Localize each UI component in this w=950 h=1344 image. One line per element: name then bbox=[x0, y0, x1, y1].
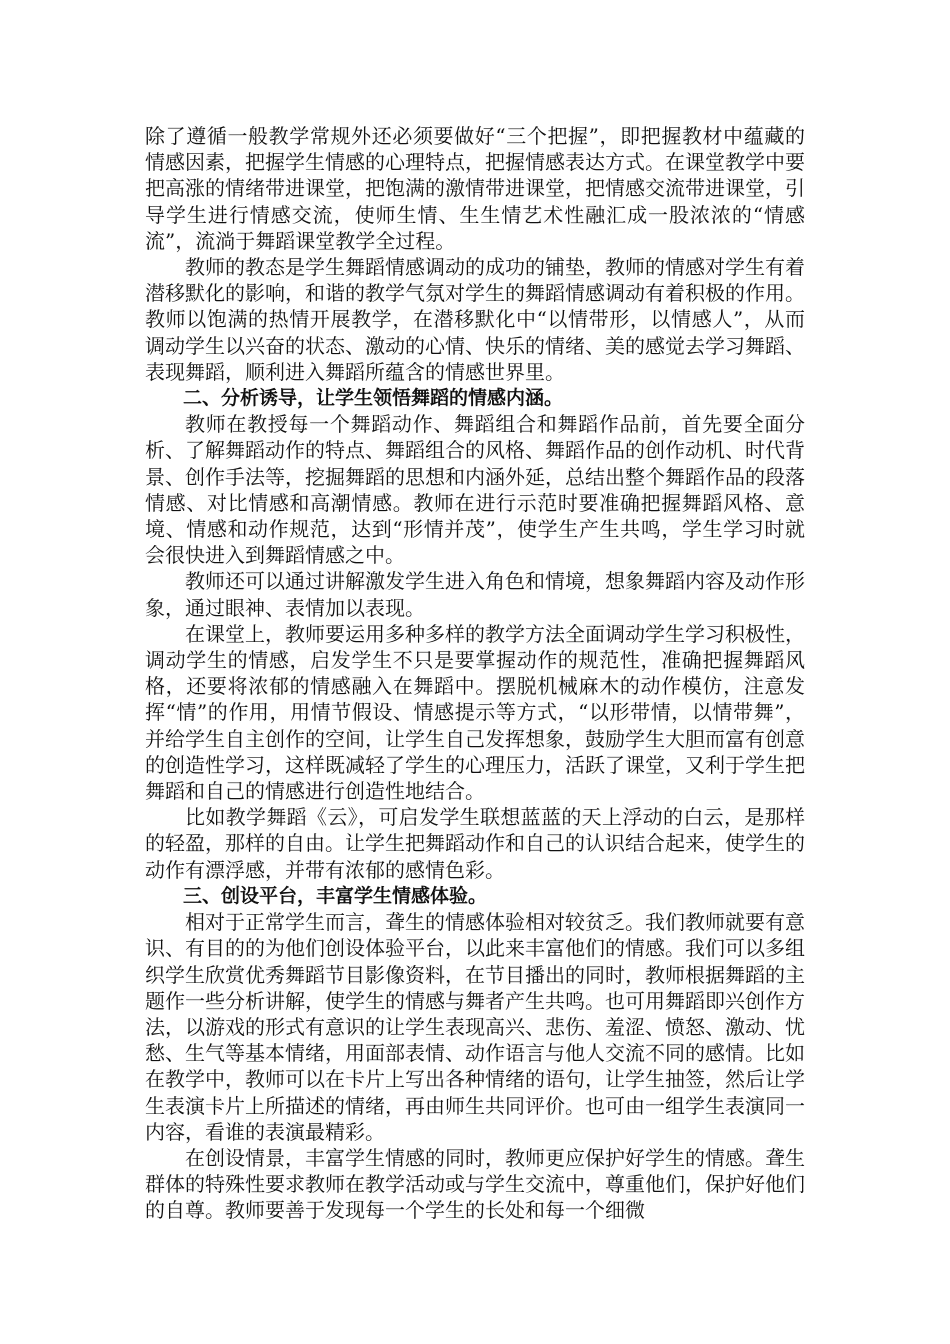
paragraph-6: 比如教学舞蹈《云》，可启发学生联想蓝蓝的天上浮动的白云，是那样的轻盈，那样的自由。让学生把舞蹈动作和自己的认识结合起来，使学生的动作有漂浮感，并带有浓郁的感情色彩。 bbox=[145, 805, 805, 882]
paragraph-1: 除了遵循一般教学常规外还必须要做好“三个把握”，即把握教材中蕴藏的情感因素，把握学生情感的心理特点，把握情感表达方式。在课堂教学中要把高涨的情绪带进课堂，把饱满的激情带进课堂，把情感交流带进课堂，引导学生进行情感交流，使师生情、生生情艺术性融汇成一股浓浓的“情感流”，流淌于舞蹈课堂教学全过程。 bbox=[145, 124, 805, 253]
paragraph-3: 教师在教授每一个舞蹈动作、舞蹈组合和舞蹈作品前，首先要全面分析、了解舞蹈动作的特点、舞蹈组合的风格、舞蹈作品的创作动机、时代背景、创作手法等，挖掘舞蹈的思想和内涵外延，总结出整个舞蹈作品的段落情感、对比情感和高潮情感。教师在进行示范时要准确把握舞蹈风格、意境、情感和动作规范，达到“形情并茂”，使学生产生共鸣，学生学习时就会很快进入到舞蹈情感之中。 bbox=[145, 412, 805, 568]
paragraph-7: 相对于正常学生而言，聋生的情感体验相对较贫乏。我们教师就要有意识、有目的的为他们创设体验平台，以此来丰富他们的情感。我们可以多组织学生欣赏优秀舞蹈节目影像资料，在节目播出的同时，教师根据舞蹈的主题作一些分析讲解，使学生的情感与舞者产生共鸣。也可用舞蹈即兴创作方法，以游戏的形式有意识的让学生表现高兴、悲伤、羞涩、愤怒、激动、忧愁、生气等基本情绪，用面部表情、动作语言与他人交流不同的感情。比如在教学中，教师可以在卡片上写出各种情绪的语句，让学生抽签，然后让学生表演卡片上所描述的情绪，再由师生共同评价。也可由一组学生表演同一内容，看谁的表演最精彩。 bbox=[145, 910, 805, 1144]
section-heading-3: 三、创设平台，丰富学生情感体验。 bbox=[183, 884, 488, 907]
paragraph-8: 在创设情景，丰富学生情感的同时，教师更应保护好学生的情感。聋生群体的特殊性要求教师在教学活动或与学生交流中，尊重他们，保护好他们的自尊。教师要善于发现每一个学生的长处和每一个细微 bbox=[145, 1145, 805, 1223]
document-page bbox=[145, 123, 805, 1224]
paragraph-5: 在课堂上，教师要运用多种多样的教学方法全面调动学生学习积极性，调动学生的情感，启发学生不只是要掌握动作的规范性，准确把握舞蹈风格，还要将浓郁的情感融入在舞蹈中。摆脱机械麻木的动作模仿，注意发挥“情”的作用，用情节假设、情感提示等方式，“以形带情，以情带舞”，并给学生自主创作的空间，让学生自己发挥想象，鼓励学生大胆而富有创意的创造性学习，这样既减轻了学生的心理压力，活跃了课堂，又利于学生把舞蹈和自己的情感进行创造性地结合。 bbox=[145, 621, 805, 804]
paragraph-4: 教师还可以通过讲解激发学生进入角色和情境，想象舞蹈内容及动作形象，通过眼神、表情加以表现。 bbox=[145, 569, 805, 620]
paragraph-2: 教师的教态是学生舞蹈情感调动的成功的铺垫，教师的情感对学生有着潜移默化的影响，和谐的教学气氛对学生的舞蹈情感调动有着积极的作用。教师以饱满的热情开展教学，在潜移默化中“以情带形，以情感人”，从而调动学生以兴奋的状态、激动的心情、快乐的情绪、美的感觉去学习舞蹈、表现舞蹈，顺利进入舞蹈所蕴含的情感世界里。 bbox=[145, 255, 805, 384]
section-heading-2: 二、分析诱导，让学生领悟舞蹈的情感内涵。 bbox=[183, 387, 564, 410]
